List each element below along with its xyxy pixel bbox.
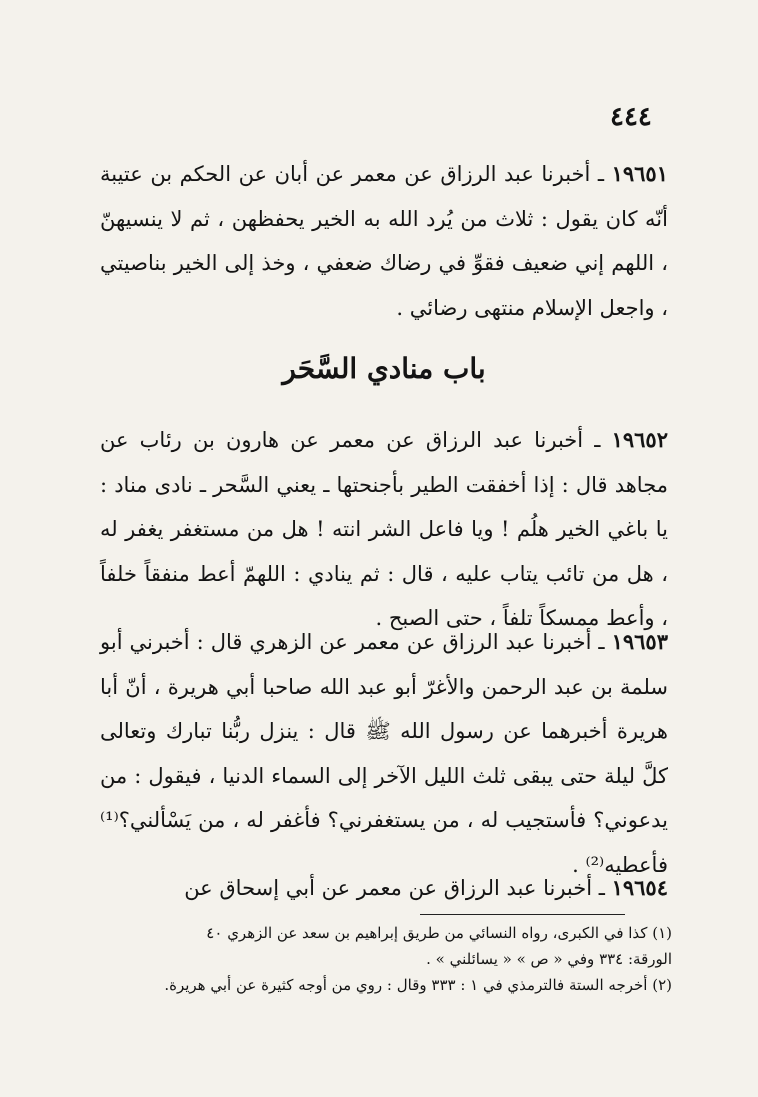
hadith-number: ١٩٦٥٤ <box>611 875 668 900</box>
hadith-paragraph <box>100 866 668 910</box>
page-number: ٤٤٤ <box>610 102 652 132</box>
hadith-paragraph <box>100 152 668 330</box>
hadith-text: ـ أخبرنا عبد الرزاق عن معمر عن هارون بن رئاب عن مجاهد قال : إذا أخفقت الطير بأجنحتها ـ يعني السَّحر ـ نادى مناد : يا باغي الخير هلُم ! ويا فاعل الشر انته ! هل من مستغفر يغفر له ، هل من تائب يتاب عليه ، قال : ثم ينادي : اللهمّ أعط منفقاً خلفاً ، وأعط ممسكاً تلفاً ، حتى الصبح . <box>100 428 668 630</box>
footnote-line: الورقة: ٣٣٤ وفي « ص » « يسائلني » . <box>426 950 672 968</box>
footnote-line: (٢) أخرجه الستة فالترمذي في ١ : ٣٣٣ وقال : روي من أوجه كثيرة عن أبي هريرة. <box>164 976 672 994</box>
footnote-line: (١) كذا في الكبرى، رواه النسائي من طريق إبراهيم بن سعد عن الزهري ٤٠ <box>206 924 672 942</box>
hadith-paragraph <box>100 418 668 641</box>
hadith-paragraph <box>100 620 668 887</box>
footnotes <box>96 920 672 998</box>
chapter-heading: باب منادي السَّحَر <box>282 352 486 385</box>
hadith-number: ١٩٦٥١ <box>611 161 668 186</box>
hadith-text: ـ أخبرنا عبد الرزاق عن معمر عن أبان عن الحكم بن عتيبة أنّه كان يقول : ثلاث من يُرد الله به الخير يحفظهن ، ثم لا ينسيهنّ ، اللهم إني ضعيف فقوِّ في رضاك ضعفي ، وخذ إلى الخير بناصيتي ، واجعل الإسلام منتهى رضائي . <box>100 162 668 320</box>
hadith-text: ـ أخبرنا عبد الرزاق عن معمر عن أبي إسحاق عن <box>184 876 605 900</box>
hadith-text: ـ أخبرنا عبد الرزاق عن معمر عن الزهري قال : أخبرني أبو سلمة بن عبد الرحمن والأغرّ أبو عبد الله صاحبا أبي هريرة ، أنّ أبا هريرة أخبرهما عن رسول الله ﷺ قال : ينزل ربُّنا تبارك وتعالى كلَّ ليلة حتى يبقى ثلث الليل الآخر إلى السماء الدنيا ، فيقول : من يدعوني؟ فأستجيب له ، من يستغفرني؟ فأغفر له ، من يَسْألني؟⁽¹⁾ فأعطيه⁽²⁾ . <box>100 630 668 877</box>
footnote-separator <box>420 914 625 915</box>
hadith-number: ١٩٦٥٢ <box>611 427 668 452</box>
hadith-number: ١٩٦٥٣ <box>611 629 668 654</box>
